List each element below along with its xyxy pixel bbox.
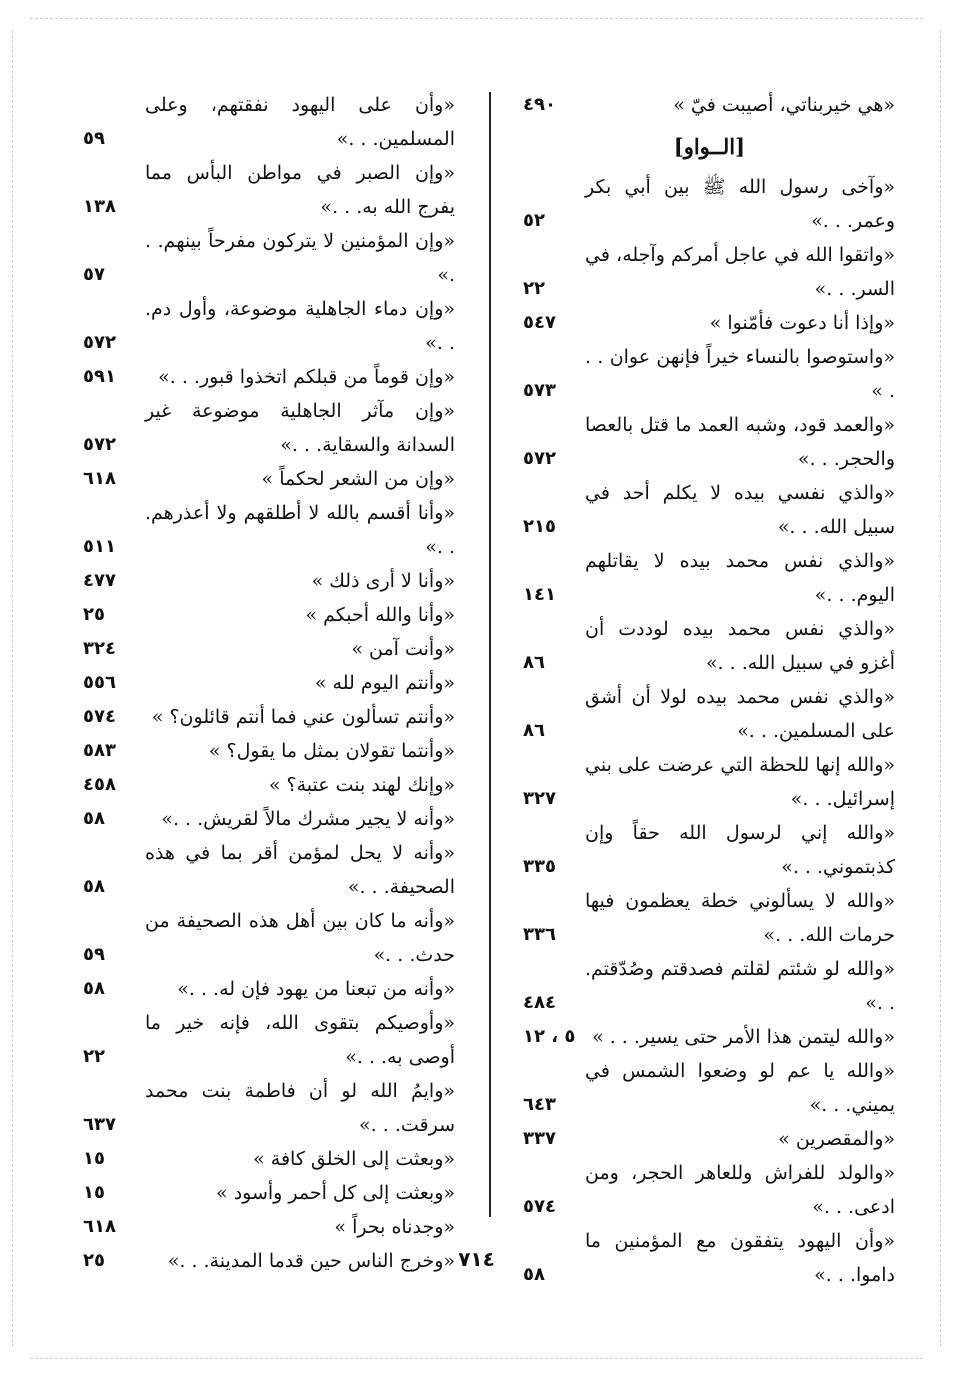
entry-page: ٢١٥ bbox=[523, 516, 556, 537]
entry-text: «وأنه ما كان بين أهل هذه الصحيفة من حدث. . .» bbox=[145, 910, 455, 966]
entry-text: «وأنه لا يجير مشرك مالاً لقريش. . .» bbox=[161, 808, 455, 830]
entry-text: «وبعثت إلى كل أحمر وأسود » bbox=[216, 1182, 455, 1204]
entry-page: ٥٤٧ bbox=[523, 312, 556, 333]
entry-text: «والذي نفسي بيده لا يكلم أحد في سبيل الله. . .» bbox=[585, 482, 895, 538]
index-entry bbox=[83, 394, 455, 462]
scan-border-right bbox=[940, 30, 941, 1347]
scan-border-left bbox=[12, 30, 13, 1347]
index-entry bbox=[83, 734, 455, 768]
entry-page: ٥٩ bbox=[83, 944, 105, 965]
entry-text: «وإنك لهند بنت عتبة؟ » bbox=[268, 774, 455, 796]
entry-text: «وإن دماء الجاهلية موضوعة، وأول دم. . .» bbox=[145, 298, 455, 354]
index-entry bbox=[83, 904, 455, 972]
entry-text: «والله ليتمن هذا الأمر حتى يسير. . . » bbox=[592, 1026, 895, 1048]
index-entry bbox=[83, 88, 455, 156]
entry-page: ٦٣٧ bbox=[83, 1114, 116, 1135]
entry-page: ١٣٨ bbox=[83, 196, 116, 217]
index-entry bbox=[83, 292, 455, 360]
index-entry bbox=[523, 170, 895, 238]
entry-text: «والذي نفس محمد بيده لا يقاتلهم اليوم. . .» bbox=[585, 550, 895, 606]
index-entry bbox=[523, 408, 895, 476]
entry-page: ٥٧٢ bbox=[83, 434, 116, 455]
index-entry bbox=[83, 1006, 455, 1074]
entry-text: «والذي نفس محمد بيده لولا أن أشق على المسلمين. . .» bbox=[585, 686, 895, 742]
entry-text: «وإن قوماً من قبلكم اتخذوا قبور. . .» bbox=[158, 366, 455, 388]
index-entry bbox=[83, 564, 455, 598]
entry-page: ٦١٨ bbox=[83, 1216, 116, 1237]
entry-page: ٤٩٠ bbox=[523, 94, 556, 115]
index-entry bbox=[523, 1020, 895, 1054]
entry-text: «وأنا أقسم بالله لا أطلقهم ولا أعذرهم. . .» bbox=[145, 502, 455, 558]
entry-text: «والله لو شئتم لقلتم فصدقتم وصُدّقتم. . .» bbox=[585, 958, 895, 1014]
right-column bbox=[523, 88, 895, 1292]
entry-page: ٥١١ bbox=[83, 536, 116, 557]
entry-page: ٥٧٣ bbox=[523, 380, 556, 401]
entry-page: ٥٧ bbox=[83, 264, 105, 285]
entry-text: «والله لا يسألوني خطة يعظمون فيها حرمات الله. . .» bbox=[585, 890, 895, 946]
entry-page: ٥٨ bbox=[83, 978, 105, 999]
entry-text: «وإن من الشعر لحكماً » bbox=[261, 468, 455, 490]
index-entry bbox=[523, 544, 895, 612]
entry-text: «وأنا والله أحبكم » bbox=[305, 604, 455, 626]
entry-page: ٣٢٤ bbox=[83, 638, 116, 659]
entry-text: «هي خيربناتي، أصيبت فيّ » bbox=[673, 94, 895, 116]
index-entry bbox=[83, 156, 455, 224]
index-entry bbox=[523, 238, 895, 306]
entry-text: «وأن اليهود يتفقون مع المؤمنين ما داموا. . .» bbox=[585, 1230, 895, 1286]
entry-page: ٨٦ bbox=[523, 652, 545, 673]
index-entry bbox=[523, 88, 895, 122]
index-entry bbox=[83, 360, 455, 394]
index-entry bbox=[523, 340, 895, 408]
entry-text: «وأوصيكم بتقوى الله، فإنه خير ما أوصى به. . .» bbox=[145, 1012, 455, 1068]
entry-text: «والله إنها للحظة التي عرضت على بني إسرائيل. . .» bbox=[585, 754, 895, 810]
entry-page: ٦٤٣ bbox=[523, 1094, 556, 1115]
entry-page: ٥٥٦ bbox=[83, 672, 116, 693]
index-entry bbox=[83, 666, 455, 700]
entry-page: ١٥ bbox=[83, 1182, 105, 1203]
entry-text: «وأنت آمن » bbox=[351, 638, 455, 660]
entry-text: «وأن على اليهود نفقتهم، وعلى المسلمين. . .» bbox=[145, 94, 455, 150]
entry-text: «والمقصرين » bbox=[778, 1128, 895, 1150]
entry-page: ٣٣٧ bbox=[523, 1128, 556, 1149]
index-entry bbox=[523, 952, 895, 1020]
entry-text: «وايمُ الله لو أن فاطمة بنت محمد سرقت. . .» bbox=[145, 1080, 455, 1136]
entry-page: ٣٣٥ bbox=[523, 856, 556, 877]
entry-text: «وإن المؤمنين لا يتركون مفرحاً بينهم. . .» bbox=[145, 230, 455, 286]
entry-page: ٥٧٤ bbox=[83, 706, 116, 727]
entry-text: «وإن مآثر الجاهلية موضوعة غير السدانة والسقاية. . .» bbox=[145, 400, 455, 456]
entry-text: «وإذا أنا دعوت فأمّنوا » bbox=[709, 312, 895, 334]
entry-page: ٦١٨ bbox=[83, 468, 116, 489]
index-entry bbox=[83, 802, 455, 836]
entry-text: «وأنتم اليوم لله » bbox=[314, 672, 455, 694]
entry-page: ٥٩ bbox=[83, 128, 105, 149]
entry-page: ٥٨ bbox=[523, 1264, 545, 1285]
entry-page: ٨٦ bbox=[523, 720, 545, 741]
index-entry bbox=[523, 1156, 895, 1224]
entry-page: ٥٧٢ bbox=[83, 332, 116, 353]
index-entry bbox=[83, 598, 455, 632]
entry-page: ١٥ bbox=[83, 1148, 105, 1169]
entry-text: «وإن الصبر في مواطن البأس مما يفرج الله به. . .» bbox=[145, 162, 455, 218]
entry-text: «وبعثت إلى الخلق كافة » bbox=[253, 1148, 455, 1170]
index-entry bbox=[523, 680, 895, 748]
scan-border-top bbox=[30, 18, 923, 19]
index-entry bbox=[523, 1054, 895, 1122]
entry-text: «وآخى رسول الله ﷺ بين أبي بكر وعمر. . .» bbox=[585, 176, 895, 232]
index-entry bbox=[83, 462, 455, 496]
index-entry bbox=[523, 884, 895, 952]
entry-page: ٥٢ bbox=[523, 210, 545, 231]
index-entry bbox=[523, 748, 895, 816]
index-entry bbox=[83, 632, 455, 666]
entry-text: «وأنتما تقولان بمثل ما يقول؟ » bbox=[208, 740, 455, 762]
entry-page: ٣٣٦ bbox=[523, 924, 556, 945]
entry-text: «وأنتم تسألون عني فما أنتم قائلون؟ » bbox=[151, 706, 455, 728]
entry-page: ٥٨ bbox=[83, 876, 105, 897]
section-title-waw: [الــواو] bbox=[673, 134, 745, 159]
entry-text: «والولد للفراش وللعاهر الحجر، ومن ادعى. . .» bbox=[585, 1162, 895, 1218]
entry-text: «واتقوا الله في عاجل أمركم وآجله، في السر. . .» bbox=[585, 244, 895, 300]
entry-text: «وجدناه بحراً » bbox=[334, 1216, 455, 1238]
entry-page: ٥٧٢ bbox=[523, 448, 556, 469]
entry-text: «والله إني لرسول الله حقاً وإن كذبتموني. . .» bbox=[585, 822, 895, 878]
entry-text: «والعمد قود، وشبه العمد ما قتل بالعصا والحجر. . .» bbox=[585, 414, 895, 470]
index-entry bbox=[83, 1210, 455, 1244]
index-entry bbox=[83, 700, 455, 734]
index-entry bbox=[83, 768, 455, 802]
index-entry bbox=[83, 1176, 455, 1210]
index-entry bbox=[83, 1142, 455, 1176]
index-entry bbox=[83, 1074, 455, 1142]
entry-text: «والذي نفس محمد بيده لوددت أن أغزو في سبيل الله. . .» bbox=[585, 618, 895, 674]
entry-page: ٤٧٧ bbox=[83, 570, 116, 591]
index-entry bbox=[523, 306, 895, 340]
entry-page: ٥ ، ١٢ bbox=[523, 1026, 576, 1047]
entry-page: ٥٩١ bbox=[83, 366, 116, 387]
index-entry bbox=[83, 836, 455, 904]
entry-page: ٢٢ bbox=[83, 1046, 105, 1067]
entry-page: ٤٥٨ bbox=[83, 774, 116, 795]
entry-text: «وأنا لا أرى ذلك » bbox=[311, 570, 455, 592]
entry-page: ٣٢٧ bbox=[523, 788, 556, 809]
entry-page: ١٤١ bbox=[523, 584, 556, 605]
index-entry bbox=[83, 972, 455, 1006]
entry-page: ٢٢ bbox=[523, 278, 545, 299]
entry-page: ٥٨ bbox=[83, 808, 105, 829]
right-entries-list bbox=[523, 170, 895, 1292]
left-entries-list bbox=[83, 88, 455, 1278]
entry-page: ٥٨٣ bbox=[83, 740, 116, 761]
entry-text: «واستوصوا بالنساء خيراً فإنهن عوان . . . » bbox=[585, 346, 895, 402]
entry-page: ٥٧٤ bbox=[523, 1196, 556, 1217]
index-entry bbox=[523, 816, 895, 884]
index-entry bbox=[83, 496, 455, 564]
index-entry bbox=[523, 476, 895, 544]
page-number: ٧١٤ bbox=[458, 1247, 495, 1271]
left-column bbox=[83, 88, 455, 1278]
scan-border-bottom bbox=[30, 1358, 923, 1359]
entry-text: «وخرج الناس حين قدما المدينة. . .» bbox=[167, 1250, 455, 1272]
entry-text: «والله يا عم لو وضعوا الشمس في يميني. . .» bbox=[585, 1060, 895, 1116]
entry-page: ٢٥ bbox=[83, 604, 105, 625]
entry-page: ٢٥ bbox=[83, 1250, 105, 1271]
index-entry bbox=[523, 612, 895, 680]
index-entry bbox=[83, 224, 455, 292]
entry-text: «وأنه لا يحل لمؤمن أقر بما في هذه الصحيفة. . .» bbox=[145, 842, 455, 898]
entry-text: «وأنه من تبعنا من يهود فإن له. . .» bbox=[177, 978, 455, 1000]
entry-page: ٤٨٤ bbox=[523, 992, 556, 1013]
index-entry bbox=[523, 1122, 895, 1156]
column-divider bbox=[489, 92, 491, 1217]
